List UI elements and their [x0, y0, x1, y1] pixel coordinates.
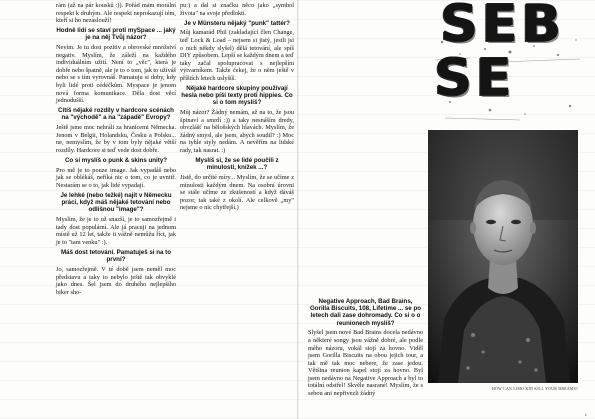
answer-paragraph: Myslím, že je to už snazší, je to samozřejmě i tady dost populární. Ale já pracuji na jednom místě už 12 let, takže ti vážně nemůžu říct, jak je to "tam venku" :). [56, 216, 176, 246]
question-heading: Je lehké (nebo težké) najít v Německu práci, když máš nějaké tetování nebo odlišnou "image"? [60, 192, 172, 214]
title-line-2: SE [434, 48, 515, 108]
answer-paragraph: rám (až na pár kousků :)). Pořád mám morální respekt k druhým. Ale respekt neprokazují tém, kteří si ho nezaslouží! [56, 2, 176, 25]
page-number: 1 [584, 412, 587, 417]
question-heading: Cítíš nějaké rozdíly v hardcore scénách na "východě" a na "západě" Evropy? [58, 107, 174, 122]
question-heading: Co si myslíš o punk & skins unity? [64, 156, 168, 164]
question-heading: Máš dost tetování. Pamatuješ si na to první? [60, 249, 172, 264]
title-block [430, 2, 590, 130]
question-heading: Je v Münsteru nějaký "punk" tattér? [184, 19, 290, 27]
question-heading: Hodně lidí se staví proti mySpace ... jaký je na něj Tvůj názor? [56, 27, 176, 42]
column-3-bottom [308, 298, 423, 400]
column-1 [56, 2, 176, 299]
answer-paragraph: Slyšel jsem nové Bad Brains docela nedávno a některé songy jsou vážně dobré, ale podle mého názoru, vokál stojí za hovno. Viděl jsem Gorilla Biscuits na obou jejich tour, a tak mě tak moc nebere, že zase jedou. Většina reunion kapel stojí za hovno. Byl jsem nedávno na Negative Approach a byl to totální odstřel! Skvěle nasrané! Myslím, že s sebou ani nepřivezli žádný [308, 329, 423, 397]
title-line-1: SEB [440, 0, 565, 54]
question-heading: Nějaké hardcore skupiny používají hesla nebo píší texty proti hippies. Co si o tom myslíš? [181, 84, 293, 107]
page-spine [297, 0, 299, 419]
question-heading: Negative Approach, Bad Brains, Gorilla Biscuits, 108, Lifetime ... se po letech dali zase dohromady. Co si o o reunionech myslíš? [309, 298, 422, 327]
photo-caption: HOW CAN LIMO KID KILL YOUR DREAMS? [492, 387, 578, 391]
answer-paragraph: Pro mě je to pouze image. Jak vypadáš nebo jak se oblékáš, neříká nic o tom, co je uvnitř. Nestarám se o to, jak lidé vypadají. [56, 166, 176, 189]
portrait-photo [428, 130, 578, 383]
answer-paragraph: Nevím. Je tu dost pozitiv a obrovské množství negativ. Myslím, že záleží na každého individuálním užití. Není to „věc", která je dobře nebo špatně, ale je to o tom, jak to užíváš nebo se s tím vyrovnáš. Pamatuju si doby, kdy byli lidé proti cédéčkům. Myspace je jenom nová forma komunikace. Děla dost věcí jednodušší. [56, 44, 176, 105]
answer-paragraph: Můj kamarád Phil (zakladající člen Change, teď Lock & Load – nejsem si jistý, jestli jsi o nich někdy slyšel) dělá tetování, ale spíš DIY způsobem. Lepší se každým dnem a teď taky začal spolupracovat s nejlepším výtvarníkem. Takže čekej, že o něm ještě v příštích letech uslyšíš. [180, 29, 294, 82]
column-2 [180, 2, 294, 214]
answer-paragraph: Můj názor? Žádný nemám, až na to, že jsou špinaví a smrdí :)) a taky nesnáším dredy, obvzlášť na bělošských hlavách. Myslím, že žádný smysl, ale jsem, abych soudil? :) Moc na tyhle styly nedám. A nevěřím na lidské rady, tak nasrat. :) [180, 109, 294, 154]
question-heading: Myslíš si, že se lidé poučili z minulosti, knížek ...? [195, 156, 279, 172]
answer-paragraph: Ještě jsme moc nehráli za hranicemi Německa. Jenom v Belgii, Holandsku, Česku a Polsku... ne, nemyslím, že by v tom byly nějaké větší rozdíly. Hardcore si teď vede dost dobře. [56, 124, 176, 154]
answer-paragraph: pu:) a dal si značku něco jako „symbol života" na svoje předloktí. [180, 2, 294, 17]
answer-paragraph: Jistě, do určité míry... Myslím, že se učíme z minulosti každým dnem. Na osobní úrovni se stále učíme ze zkušeností a když dáváš pozor, tak také z okolí. Ale celkově „my" nejsme o nic chytřejší.) [180, 173, 294, 212]
answer-paragraph: Jo, samozřejmě. V té době jsem neměl moc představu a taky to nebylo ještě tak obvyklé jako dnes. Šel jsem do druhého nejlepšího biker sho- [56, 266, 176, 296]
